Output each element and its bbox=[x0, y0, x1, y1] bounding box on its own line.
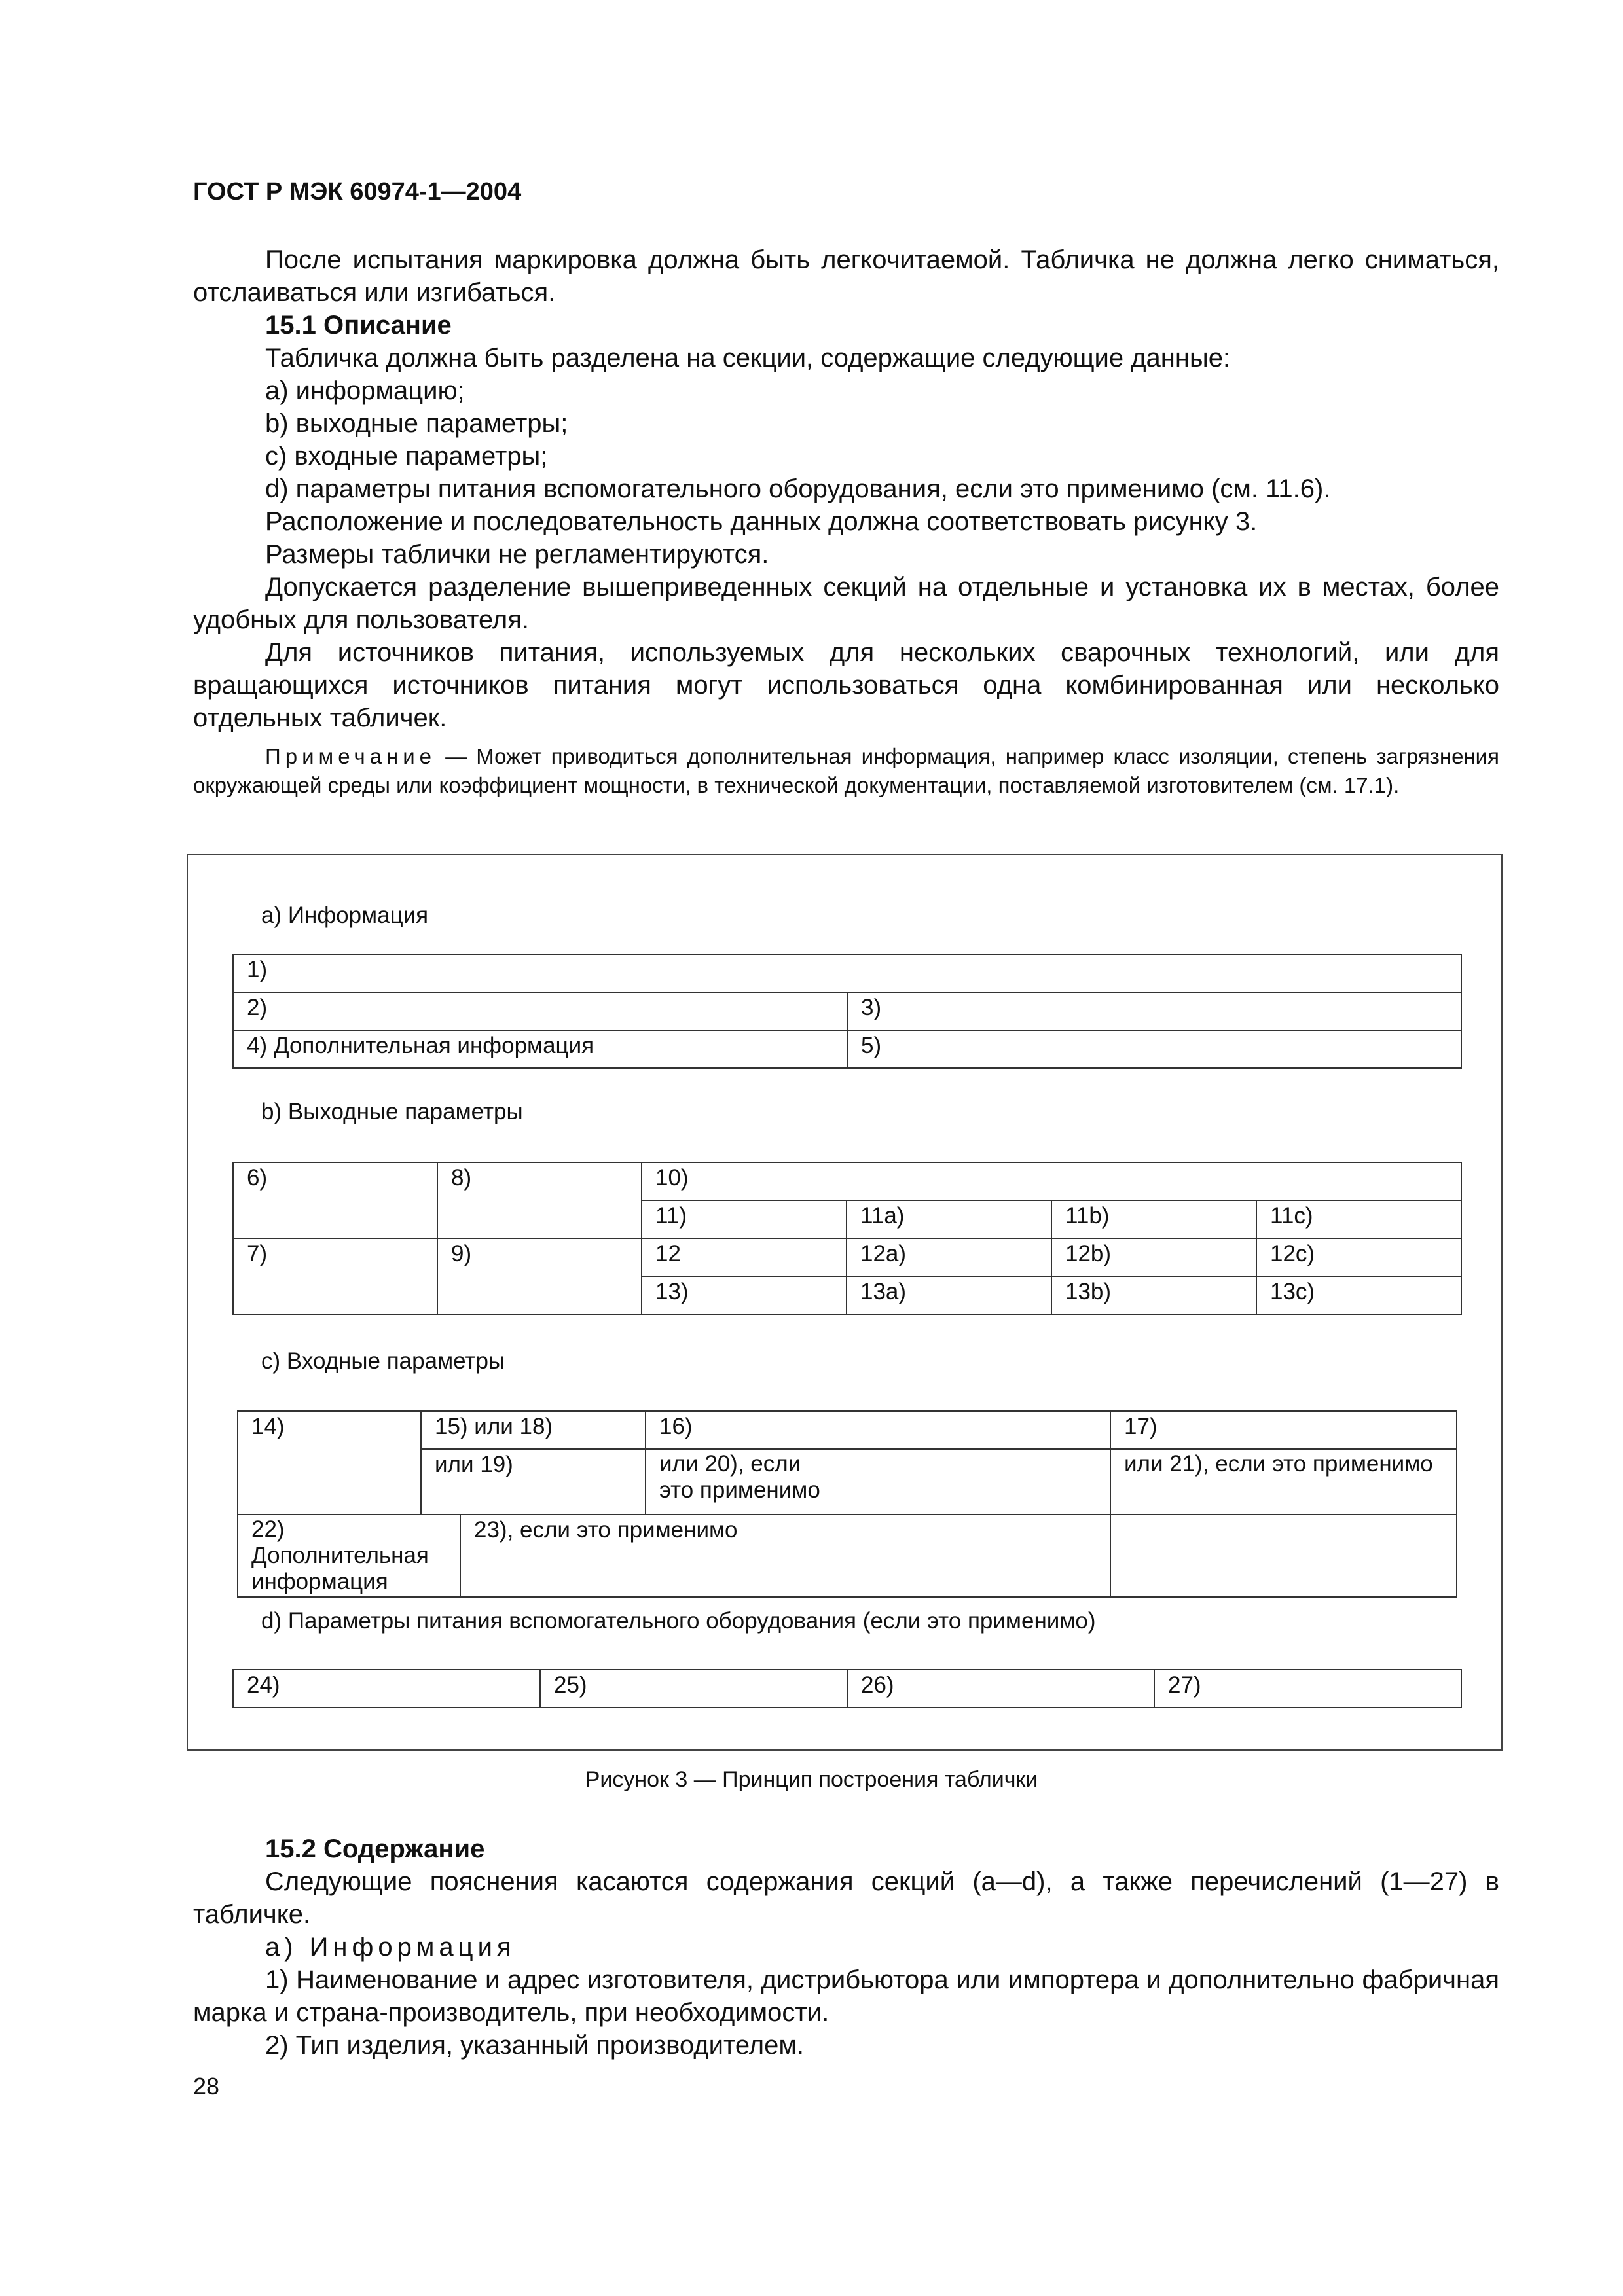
list-item: c) входные параметры; bbox=[265, 442, 548, 471]
table-cell: 11) bbox=[642, 1200, 847, 1238]
section-d-label: d) Параметры питания вспомогательного оборудования (если это применимо) bbox=[261, 1608, 1096, 1634]
table-cell: 2) bbox=[233, 992, 847, 1030]
note-label: Примечание bbox=[265, 744, 437, 768]
table-cell: 8) bbox=[437, 1162, 642, 1238]
table-cell: 11c) bbox=[1256, 1200, 1461, 1238]
list-item: d) параметры питания вспомогательного оборудования, если это применимо (см. 11.6). bbox=[265, 475, 1331, 503]
table-cell: 10) bbox=[642, 1162, 1461, 1200]
note-text: — Может приводиться дополнительная информация, например класс изоляции, степень загрязнения окружающей среды или коэффициент мощности, в технической документации, поставляемой изготовителем (см. 17.1). bbox=[193, 744, 1499, 797]
paragraph: Для источников питания, используемых для нескольких сварочных технологий, или для вращающихся источников питания могут использоваться одна комбинированная или несколько отдельных табличек. bbox=[193, 638, 1499, 732]
table-cell: 12c) bbox=[1256, 1238, 1461, 1276]
table-cell: 9) bbox=[437, 1238, 642, 1314]
table-cell: 7) bbox=[233, 1238, 437, 1314]
paragraph: Допускается разделение вышеприведенных секций на отдельные и установка их в местах, более удобных для пользователя. bbox=[193, 573, 1499, 634]
table-cell: 14) bbox=[238, 1411, 421, 1515]
table-cell bbox=[1110, 1515, 1457, 1597]
section-c-label: c) Входные параметры bbox=[261, 1348, 505, 1374]
table-cell: 11b) bbox=[1051, 1200, 1256, 1238]
table-cell: 27) bbox=[1154, 1670, 1461, 1708]
table-cell: 15) или 18) bbox=[421, 1411, 646, 1449]
figure-caption: Рисунок 3 — Принцип построения таблички bbox=[585, 1767, 1038, 1792]
paragraph: Следующие пояснения касаются содержания секций (a—d), а также перечислений (1—27) в табличке. bbox=[193, 1867, 1499, 1929]
table-cell: 22) Дополнительная информация bbox=[238, 1515, 460, 1597]
section-a-label: a) Информация bbox=[261, 903, 429, 928]
page-number: 28 bbox=[193, 2073, 220, 2100]
table-cell: 11a) bbox=[847, 1200, 1051, 1238]
table-cell: 12b) bbox=[1051, 1238, 1256, 1276]
table-cell: 6) bbox=[233, 1162, 437, 1238]
note bbox=[193, 742, 1499, 800]
table-cell: 13a) bbox=[847, 1276, 1051, 1314]
standard-header: ГОСТ Р МЭК 60974-1—2004 bbox=[193, 178, 522, 206]
table-cell: или 20), если это применимо bbox=[646, 1449, 1110, 1515]
section-heading-15-2: 15.2 Содержание bbox=[265, 1835, 485, 1863]
section-b-label: b) Выходные параметры bbox=[261, 1099, 523, 1124]
table-cell: 13b) bbox=[1051, 1276, 1256, 1314]
table-cell: 26) bbox=[847, 1670, 1154, 1708]
paragraph: Табличка должна быть разделена на секции, содержащие следующие данные: bbox=[265, 344, 1231, 372]
paragraph: Расположение и последовательность данных должна соответствовать рисунку 3. bbox=[265, 507, 1258, 536]
table-cell: 13c) bbox=[1256, 1276, 1461, 1314]
table-d-auxiliary bbox=[232, 1669, 1462, 1708]
table-cell: 1) bbox=[233, 954, 1461, 992]
paragraph: После испытания маркировка должна быть легкочитаемой. Табличка не должна легко сниматься, отслаиваться или изгибаться. bbox=[193, 245, 1499, 307]
table-c-input bbox=[237, 1410, 1457, 1598]
table-cell: или 19) bbox=[421, 1449, 646, 1515]
figure-3-frame bbox=[187, 854, 1503, 1751]
table-cell: 5) bbox=[847, 1030, 1461, 1068]
table-cell: 13) bbox=[642, 1276, 847, 1314]
table-cell: 17) bbox=[1110, 1411, 1457, 1449]
subsection-title: a) Информация bbox=[265, 1933, 516, 1962]
table-cell: 3) bbox=[847, 992, 1461, 1030]
table-cell: 23), если это применимо bbox=[460, 1515, 1110, 1597]
content-section bbox=[193, 1833, 1499, 2062]
table-cell: 24) bbox=[233, 1670, 540, 1708]
table-cell: или 21), если это применимо bbox=[1110, 1449, 1457, 1515]
table-cell: 16) bbox=[646, 1411, 1110, 1449]
paragraph: Размеры таблички не регламентируются. bbox=[265, 540, 769, 569]
table-cell: 4) Дополнительная информация bbox=[233, 1030, 847, 1068]
table-cell: 12 bbox=[642, 1238, 847, 1276]
list-item: 1) Наименование и адрес изготовителя, дистрибьютора или импортера и дополнительно фабричная марка и страна-производитель, при необходимости. bbox=[193, 1965, 1499, 2027]
list-item: b) выходные параметры; bbox=[265, 409, 568, 438]
section-heading-15-1: 15.1 Описание bbox=[265, 311, 452, 340]
list-item: a) информацию; bbox=[265, 376, 465, 405]
table-b-output bbox=[232, 1162, 1462, 1315]
table-cell: 25) bbox=[540, 1670, 847, 1708]
list-item: 2) Тип изделия, указанный производителем. bbox=[265, 2031, 804, 2060]
intro-section bbox=[193, 243, 1499, 800]
table-cell: 12a) bbox=[847, 1238, 1051, 1276]
table-a-information bbox=[232, 954, 1462, 1069]
